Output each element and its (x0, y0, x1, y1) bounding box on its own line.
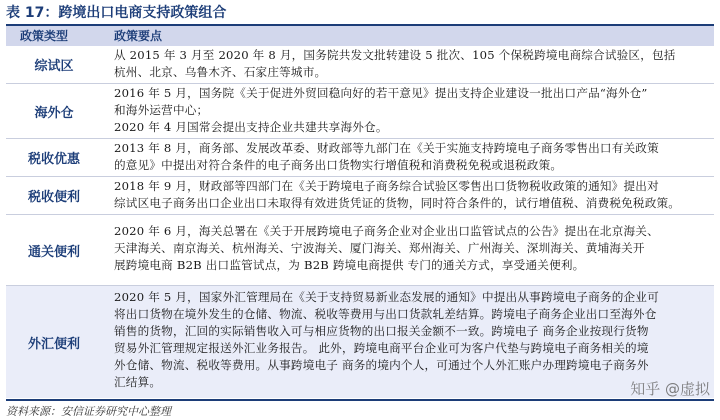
row-category: 综试区 (34, 59, 74, 74)
table-row (6, 84, 714, 139)
table-row (6, 139, 714, 177)
content-line: 杭州、北京、乌鲁木齐、石家庄等城市。 (114, 65, 327, 79)
row-content (114, 140, 712, 174)
row-category: 税收便利 (27, 190, 80, 205)
row-content (114, 223, 712, 274)
content-line: 2020 年 6 月，海关总署在《关于开展跨境电子商务企业对企业出口监管试点的公告》提出在北京海关、 (114, 224, 659, 238)
content-line: 的意见》中提出对符合条件的电子商务出口货物实行增值税和消费税免税或退税政策。 (114, 158, 563, 172)
content-line: 展跨境电商 B2B 出口监管试点，为 B2B 跨境电商提供 专门的通关方式，享受通关便利。 (114, 258, 585, 272)
content-line: 销售的货物，汇回的实际销售收入可与相应货物的出口报关金额不一致。跨境电子 商务企业按现行货物 (114, 324, 649, 338)
table-row (6, 286, 714, 398)
content-line: 2018 年 9 月，财政部等四部门在《关于跨境电子商务综合试验区零售出口货物税收政策的通知》提出对 (114, 179, 659, 193)
content-line: 2013 年 8 月，商务部、发展改革委、财政部等九部门在《关于实施支持跨境电子商务零售出口有关政策 (114, 141, 659, 155)
content-line: 综试区电子商务出口企业出口未取得有效进货凭证的货物，同时符合条件的，试行增值税、消费税免税政策。 (114, 196, 681, 210)
content-line: 贸易外汇管理规定报送外汇业务报告。 此外，跨境电商平台企业可为客户代垫与跨境电子商务相关的境 (114, 341, 649, 355)
row-content (114, 47, 712, 81)
content-line: 外仓储、物流、税收等费用。从事跨境电子 商务的境内个人，可通过个人外汇账户办理跨境电子商务外 (114, 358, 649, 372)
header-policy-type: 政策类型 (20, 29, 69, 43)
content-line: 2020 年 4 月国常会提出支持企业共建共享海外仓。 (114, 120, 388, 134)
row-category: 税收优惠 (27, 152, 80, 167)
content-line: 从 2015 年 3 月至 2020 年 8 月，国务院共发文批转建设 5 批次、105 个保税跨境电商综合试验区，包括 (114, 48, 676, 62)
source-note: 资料来源：安信证券研究中心整理 (6, 405, 171, 418)
content-line: 汇结算。 (114, 375, 162, 389)
content-line: 将出口货物在境外发生的仓储、物流、税收等费用与出口货款轧差结算。跨境电子商务企业出口至海外仓 (114, 307, 657, 321)
content-line: 天津海关、南京海关、杭州海关、宁波海关、厦门海关、郑州海关、广州海关、深圳海关、黄埔海关开 (114, 241, 645, 255)
row-content (114, 85, 712, 136)
content-line: 2020 年 5 月，国家外汇管理局在《关于支持贸易新业态发展的通知》中提出从事跨境电子商务的企业可 (114, 290, 659, 304)
row-category: 外汇便利 (27, 336, 80, 352)
table-title: 表 17：跨境出口电商支持政策组合 (6, 5, 227, 21)
bottom-rule (6, 399, 714, 401)
table-row (6, 46, 714, 84)
watermark: 知乎 @虚拟 (630, 380, 710, 398)
table-row (6, 177, 714, 215)
row-category: 通关便利 (27, 244, 80, 260)
content-line: 2016 年 5 月，国务院《关于促进外贸回稳向好的若干意见》提出支持企业建设一批出口产品“海外仓” (114, 86, 648, 100)
row-content (114, 289, 712, 391)
table-row (6, 215, 714, 286)
header-policy-points: 政策要点 (114, 29, 163, 43)
content-line: 和海外运营中心； (114, 103, 209, 117)
row-content (114, 178, 712, 212)
table-header (6, 26, 714, 46)
row-category: 海外仓 (34, 105, 74, 121)
